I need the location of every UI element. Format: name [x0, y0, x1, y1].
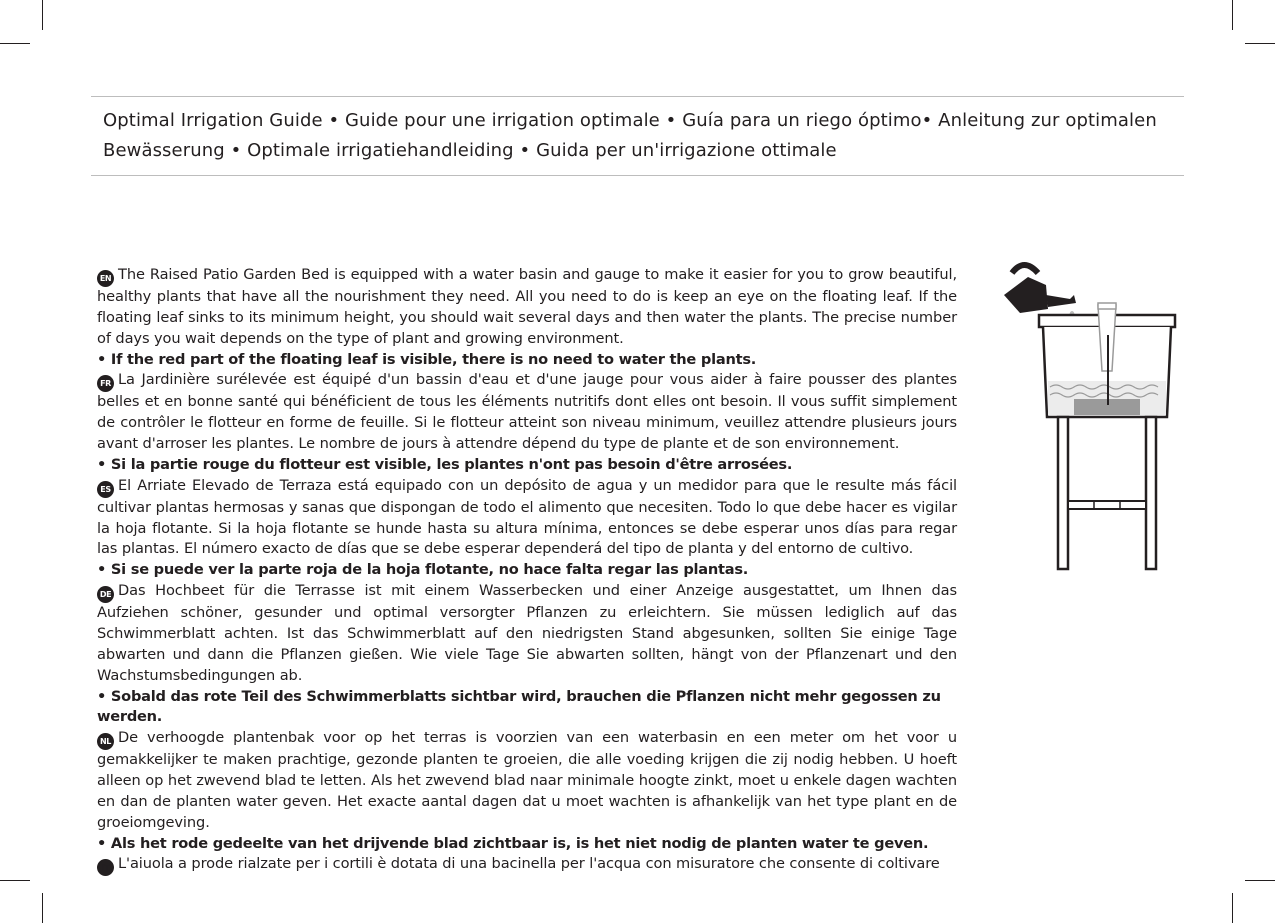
crop-mark [42, 0, 43, 30]
section-nl [97, 728, 957, 833]
section-body: L'aiuola a prode rialzate per i cortili è dotata di una bacinella per l'acqua con misuratore che consente di coltivare [118, 855, 940, 873]
section-it [97, 854, 957, 876]
watering-can-planter-icon [998, 255, 1188, 575]
crop-mark [0, 43, 30, 44]
section-es [97, 476, 957, 561]
language-badge-es: ES [97, 481, 114, 498]
section-tip: • Si se puede ver la parte roja de la hoja flotante, no hace falta regar las plantas. [97, 561, 749, 579]
instructions-text [97, 265, 957, 876]
crop-mark [1232, 0, 1233, 30]
section-tip: • Sobald das rote Teil des Schwimmerblatts sichtbar wird, brauchen die Pflanzen nicht mehr gegossen zu werden. [97, 687, 941, 726]
section-body: De verhoogde plantenbak voor op het terras is voorzien van een waterbasin en een meter om het voor u gemakkelijker te maken prachtige, gezonde planten te groeien, die alle voeding krijgen die zij nodig hebben. U hoeft alleen op het zwevend blad te letten. Als het zwevend blad naar minimale hoogte zinkt, moet u enkele dagen wachten en dan de planten water geven. Het exacte aantal dagen dat u moet wachten is afhankelijk van het type plant en de groeiomgeving. [97, 729, 957, 831]
crop-mark [0, 880, 30, 881]
crop-mark [1245, 43, 1275, 44]
language-badge-fr: FR [97, 375, 114, 392]
section-tip: • Si la partie rouge du flotteur est visible, les plantes n'ont pas besoin d'être arrosées. [97, 455, 793, 473]
section-fr [97, 370, 957, 455]
crop-mark [1232, 893, 1233, 923]
section-de [97, 581, 957, 686]
language-badge-it: IT [97, 859, 114, 876]
header-rule-top [91, 96, 1184, 97]
header-rule-bottom [91, 175, 1184, 176]
section-tip: • Als het rode gedeelte van het drijvende blad zichtbaar is, is het niet nodig de planten water te geven. [97, 834, 929, 852]
section-body: La Jardinière surélevée est équipé d'un bassin d'eau et d'une jauge pour vous aider à faire pousser des plantes belles et en bonne santé qui bénéficient de tous les éléments nutritifs dont elles ont besoin. Il vous suffit simplement de contrôler le flotteur en forme de feuille. Si le flotteur atteint son niveau minimum, veuillez attendre plusieurs jours avant d'arroser les plantes. Le nombre de jours à attendre dépend du type de plante et de son environnement. [97, 371, 957, 453]
section-body: El Arriate Elevado de Terraza está equipado con un depósito de agua y un medidor para que le resulte más fácil cultivar plantas hermosas y sanas que dispongan de todo el alimento que necesiten. Todo lo que debe hacer es vigilar la hoja flotante. Si la hoja flotante se hunde hasta su altura mínima, entonces se debe esperar unos días para regar las plantas. El número exacto de días que se debe esperar dependerá del tipo de planta y del entorno de cultivo. [97, 476, 957, 558]
section-en [97, 265, 957, 350]
page-title: Optimal Irrigation Guide • Guide pour une irrigation optimale • Guía para un riego óptimo• Anleitung zur optimalen Bewässerung • Optimale irrigatiehandleiding • Guida per un'irrigazione ottimale [103, 110, 1157, 161]
planter-icon [1039, 303, 1175, 569]
language-badge-en: EN [97, 270, 114, 287]
watering-can-icon [1004, 265, 1076, 313]
section-body: Das Hochbeet für die Terrasse ist mit einem Wasserbecken und einer Anzeige ausgestattet, um Ihnen das Aufziehen schöner, gesunder und optimal versorgter Pflanzen zu erleichtern. Sie müssen lediglich auf das Schwimmerblatt achten. Ist das Schwimmerblatt auf den niedrigsten Stand abgesunken, sollten Sie einige Tage abwarten und dann die Pflanzen gießen. Wie viele Tage Sie abwarten sollten, hängt von der Pflanzenart und den Wachstumsbedingungen ab. [97, 582, 957, 684]
crop-mark [42, 893, 43, 923]
language-badge-de: DE [97, 586, 114, 603]
section-tip: • If the red part of the floating leaf is visible, there is no need to water the plants. [97, 350, 757, 368]
language-badge-nl: NL [97, 733, 114, 750]
section-body: The Raised Patio Garden Bed is equipped with a water basin and gauge to make it easier for you to grow beautiful, healthy plants that have all the nourishment they need. All you need to do is keep an eye on the floating leaf. If the floating leaf sinks to its minimum height, you should wait several days and then water the plants. The precise number of days you wait depends on the type of plant and growing environment. [97, 266, 957, 347]
crop-mark [1245, 880, 1275, 881]
